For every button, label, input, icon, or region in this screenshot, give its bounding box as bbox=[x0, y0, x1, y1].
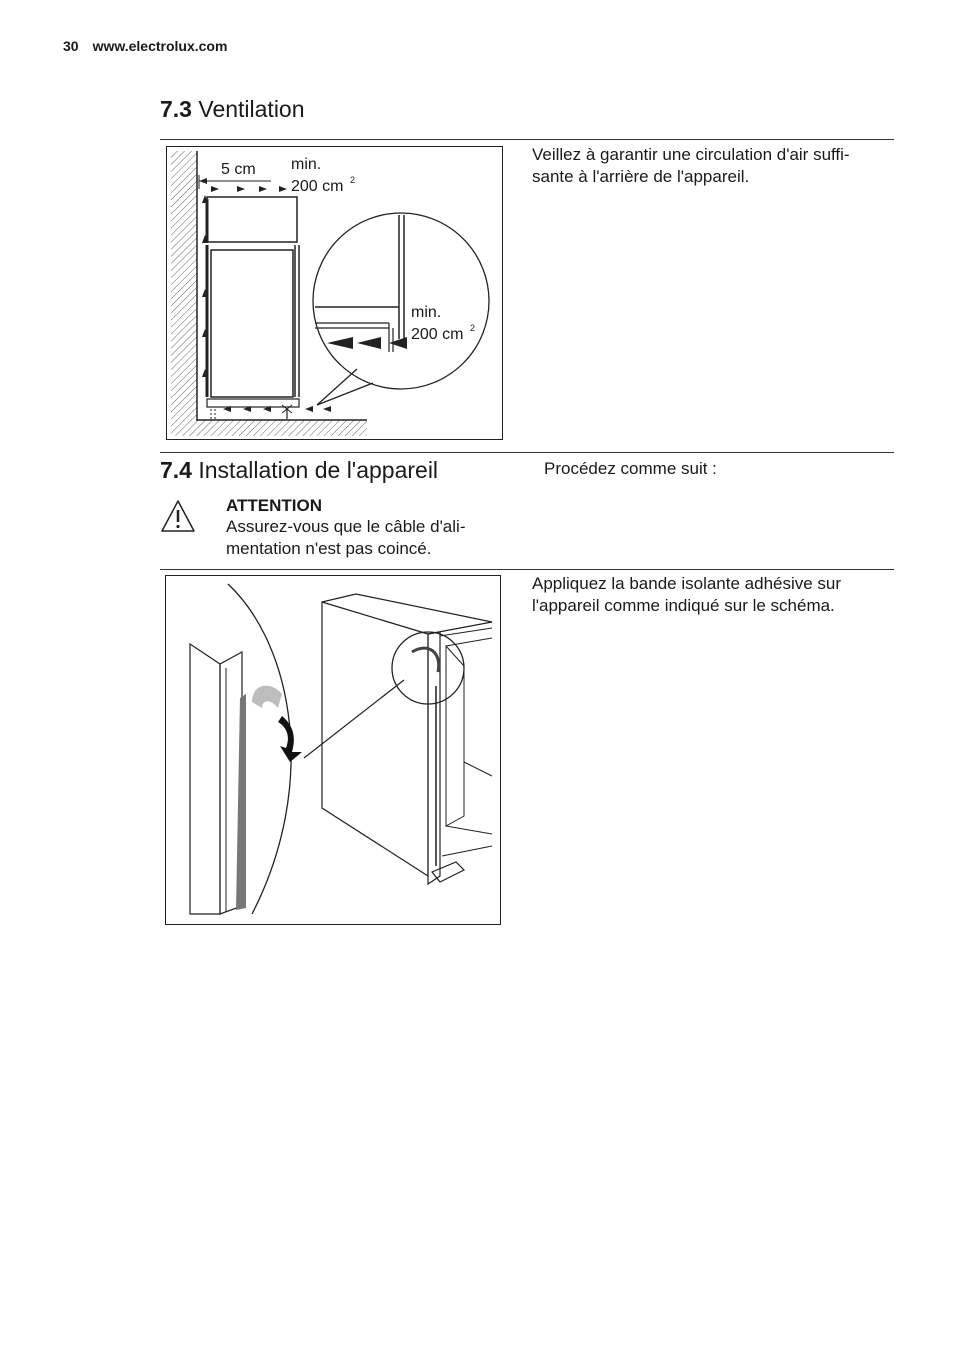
zoom-strip-detail bbox=[190, 644, 302, 914]
warning-line: Assurez-vous que le câble d'ali- bbox=[226, 517, 466, 536]
top-min-label: min. bbox=[291, 156, 322, 173]
section-heading-ventilation bbox=[160, 96, 305, 123]
section-heading-installation bbox=[160, 457, 438, 484]
section-divider bbox=[160, 452, 894, 453]
section-divider bbox=[160, 139, 894, 140]
section-number: 7.4 bbox=[160, 457, 192, 483]
warning-title: ATTENTION bbox=[226, 496, 323, 515]
airflow-arrows-top bbox=[211, 186, 287, 192]
ventilation-text-line: sante à l'arrière de l'appareil. bbox=[532, 167, 750, 186]
installation-step-text bbox=[532, 573, 841, 617]
ventilation-text bbox=[532, 144, 850, 188]
ventilation-figure bbox=[166, 146, 503, 440]
website-url: www.electrolux.com bbox=[92, 38, 228, 54]
section-title: Installation de l'appareil bbox=[198, 457, 439, 483]
warning-triangle-icon bbox=[160, 498, 200, 538]
floor-hatch bbox=[171, 420, 367, 436]
seal-strip-figure bbox=[165, 575, 501, 925]
detail-circle bbox=[313, 213, 489, 389]
gap-dimension-label: 5 cm bbox=[221, 161, 256, 178]
step-text-line: Appliquez la bande isolante adhésive sur bbox=[532, 574, 842, 593]
appliance-cabinet bbox=[322, 594, 492, 884]
ventilation-text-line: Veillez à garantir une circulation d'air suffi- bbox=[532, 145, 850, 164]
detail-area-label: 200 cm bbox=[411, 326, 464, 343]
top-area-label: 200 cm bbox=[291, 178, 344, 195]
top-cabinet bbox=[207, 197, 297, 242]
wall-hatch bbox=[171, 151, 197, 421]
section-divider bbox=[160, 569, 894, 570]
appliance-body bbox=[211, 250, 293, 397]
page-number: 30 bbox=[63, 38, 79, 54]
detail-area-superscript: 2 bbox=[470, 323, 476, 333]
top-area-superscript: 2 bbox=[350, 175, 356, 185]
installation-intro: Procédez comme suit : bbox=[544, 459, 717, 478]
step-text-line: l'appareil comme indiqué sur le schéma. bbox=[532, 596, 835, 615]
detail-min-label: min. bbox=[411, 304, 442, 321]
section-title: Ventilation bbox=[198, 96, 305, 122]
page-header bbox=[63, 38, 227, 54]
warning-line: mentation n'est pas coincé. bbox=[226, 539, 432, 558]
section-number: 7.3 bbox=[160, 96, 192, 122]
warning-block bbox=[226, 496, 465, 560]
